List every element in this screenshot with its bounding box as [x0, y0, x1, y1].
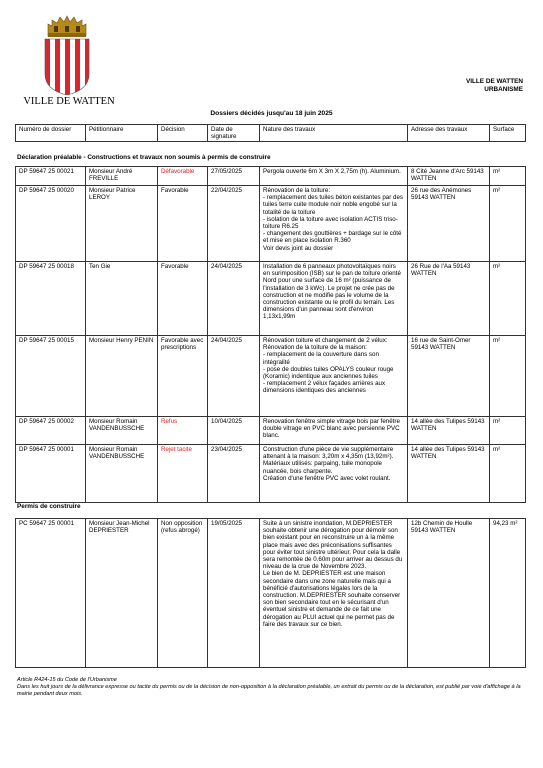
- footnote-text: Dans les huit jours de la délivrance expresse ou tacite du permis ou de la décision de non-opposition à la déclaration préalable, un extrait du permis ou de la déclaration, est publié par voie d'affichage à la mairie pendant deux mois.: [17, 684, 521, 697]
- cell-date: 23/04/2025: [208, 445, 260, 503]
- header-department: URBANISME: [484, 85, 523, 93]
- footnote-article: Article R424-15 du Code de l'Urbanisme: [17, 677, 117, 683]
- cell-nature: Construction d'une pièce de vie supplémentaire attenant à la maison: 3,20m x 4,35m (13,92m²). Matériaux utilisés: parpaing, tuile monopole nuancée, bois charpente. Création d'une fenêtre PVC avec volet roulant.: [260, 445, 408, 503]
- cell-adresse: 8 Cité Jeanne d'Arc 59143 WATTEN: [408, 167, 490, 186]
- cell-decision: Défavorable: [158, 167, 208, 186]
- cell-date: 22/04/2025: [208, 186, 260, 262]
- table-row: [16, 519, 526, 668]
- column-header-surface: Surface: [490, 125, 526, 142]
- cell-adresse: 26 Rue de l'Aa 59143 WATTEN: [408, 262, 490, 336]
- cell-date: 24/04/2025: [208, 336, 260, 417]
- cell-adresse: 26 rue des Anémones 59143 WATTEN: [408, 186, 490, 262]
- section-title-permis-de-construire: Permis de construire: [17, 503, 81, 510]
- cell-surface: m²: [490, 262, 526, 336]
- cell-surface: m²: [490, 417, 526, 445]
- cell-nature: Rénovation de la toiture: - remplacement des tuiles béton existantes par des tuiles terre cuite module noir noble engobé sur la totalité de la toiture - isolation de la toiture avec isolation ACTIS triso-toiture R6.25 - changement des gouttières + bardage sur le côté et mise en place isolation R.360 Voir devis joint au dossier: [260, 186, 408, 262]
- cell-nature: Suite à un sinistre inondation, M.DEPRIESTER souhaite obtenir une dérogation pour démolir son bien existant pour en reconstruire un à la même place mais avec des préconisations suffisantes pour éviter tout sinistre ultérieur. Pour cela la dalle sera remontée de 0.60m pour arriver au dessus du niveau de la crue de Novembre 2023. Le bien de M. DEPRIESTER est une maison secondaire dans une zone naturelle mais qui a bénéficié d'autorisations légales lors de la construction. M.DEPRIESTER souhaite conserver son bien secondaire tout en le sécurisant d'un éventuel sinistre et demande de ce fait une dérogation au PLUI actuel qui ne permet pas de faire des travaux sur ce bien.: [260, 519, 408, 668]
- table-row: [16, 167, 526, 186]
- cell-date: 24/04/2025: [208, 262, 260, 336]
- column-header-decision: Décision: [158, 125, 208, 142]
- cell-numero: DP 59647 25 00020: [16, 186, 86, 262]
- header-town-name: VILLE DE WATTEN: [465, 78, 523, 85]
- document-title: Dossiers décidés jusqu'au 18 juin 2025: [210, 110, 333, 117]
- cell-decision: Favorable avec prescriptions: [158, 336, 208, 417]
- cell-petitionnaire: Monsieur Romain VANDENBUSSCHE: [86, 417, 158, 445]
- town-caption: VILLE DE WATTEN: [23, 96, 115, 107]
- column-header-numero: Numéro de dossier: [16, 125, 86, 142]
- table-row: [16, 417, 526, 445]
- cell-numero: DP 59647 25 00018: [16, 262, 86, 336]
- table-row: [16, 445, 526, 503]
- cell-surface: 94,23 m²: [490, 519, 526, 668]
- cell-decision: Rejet tacite: [158, 445, 208, 503]
- cell-numero: PC 59647 25 00001: [16, 519, 86, 668]
- column-header-date: Date de signature: [208, 125, 260, 142]
- cell-surface: m²: [490, 167, 526, 186]
- column-header-table: [15, 124, 526, 142]
- cell-surface: m²: [490, 186, 526, 262]
- cell-adresse: 16 rue de Saint-Omer 59143 WATTEN: [408, 336, 490, 417]
- section-title-declaration-prealable: Déclaration préalable - Constructions et travaux non soumis à permis de construire: [17, 154, 271, 161]
- cell-date: 19/05/2025: [208, 519, 260, 668]
- cell-numero: DP 59647 25 00021: [16, 167, 86, 186]
- cell-decision: Favorable: [158, 186, 208, 262]
- header-right: [466, 78, 523, 93]
- column-header-petitionnaire: Pétitionnaire: [86, 125, 158, 142]
- cell-numero: DP 59647 25 00002: [16, 417, 86, 445]
- cell-adresse: 14 allée des Tulipes 59143 WATTEN: [408, 445, 490, 503]
- declaration-prealable-table: [15, 166, 526, 503]
- footnote: [17, 677, 522, 698]
- cell-adresse: 12b Chemin de Houlle 59143 WATTEN: [408, 519, 490, 668]
- cell-decision: Non opposition (refus abrogé): [158, 519, 208, 668]
- column-header-row: [16, 125, 526, 142]
- cell-petitionnaire: Monsieur André FREVILLE: [86, 167, 158, 186]
- table-row: [16, 336, 526, 417]
- table-row: [16, 186, 526, 262]
- cell-nature: Pergola ouverte 6m X 3m X 2,75m (h). Aluminium.: [260, 167, 408, 186]
- cell-petitionnaire: Monsieur Jean-Michel DEPRIESTER: [86, 519, 158, 668]
- town-coat-of-arms-logo: [42, 14, 92, 96]
- cell-nature: Rénovation toiture et changement de 2 vélux: Rénovation de la toiture de la maison: - remplacement de la couverture dans son intégralité - pose de doubles tuiles OPALYS couleur rouge (Koramic) indentique aux anciennes tuiles - remplacement 2 vélux façades arrières aux dimensions identiques des anciennes: [260, 336, 408, 417]
- cell-adresse: 14 allée des Tulipes 59143 WATTEN: [408, 417, 490, 445]
- cell-petitionnaire: Monsieur Henry PENIN: [86, 336, 158, 417]
- cell-date: 27/05/2025: [208, 167, 260, 186]
- column-header-adresse: Adresse des travaux: [408, 125, 490, 142]
- cell-decision: Refus: [158, 417, 208, 445]
- cell-numero: DP 59647 25 00001: [16, 445, 86, 503]
- cell-nature: Installation de 6 panneaux photovoltaïques noirs en surimposition (ISB) sur le pan de toiture orienté Nord pour une surface de 16 m² (puissance de l'installation de 3 kWc). Le projet ne crée pas de construction et ne modifie pas le volume de la construction existante ou le profil du terrain. Les dimensions d'un panneau sont d'environ 1,13x1,99m: [260, 262, 408, 336]
- cell-nature: Renovation fenêtre simple vitrage bois par fenêtre double vitrage en PVC blanc avec persienne PVC blanc.: [260, 417, 408, 445]
- cell-petitionnaire: Monsieur Patrice LEROY: [86, 186, 158, 262]
- cell-numero: DP 59647 25 00015: [16, 336, 86, 417]
- cell-petitionnaire: Ten Gie: [86, 262, 158, 336]
- cell-petitionnaire: Monsieur Romain VANDENBUSSCHE: [86, 445, 158, 503]
- cell-surface: m²: [490, 445, 526, 503]
- cell-decision: Favorable: [158, 262, 208, 336]
- cell-surface: m²: [490, 336, 526, 417]
- table-row: [16, 262, 526, 336]
- column-header-nature: Nature des travaux: [260, 125, 408, 142]
- permis-de-construire-table: [15, 518, 526, 668]
- cell-date: 10/04/2025: [208, 417, 260, 445]
